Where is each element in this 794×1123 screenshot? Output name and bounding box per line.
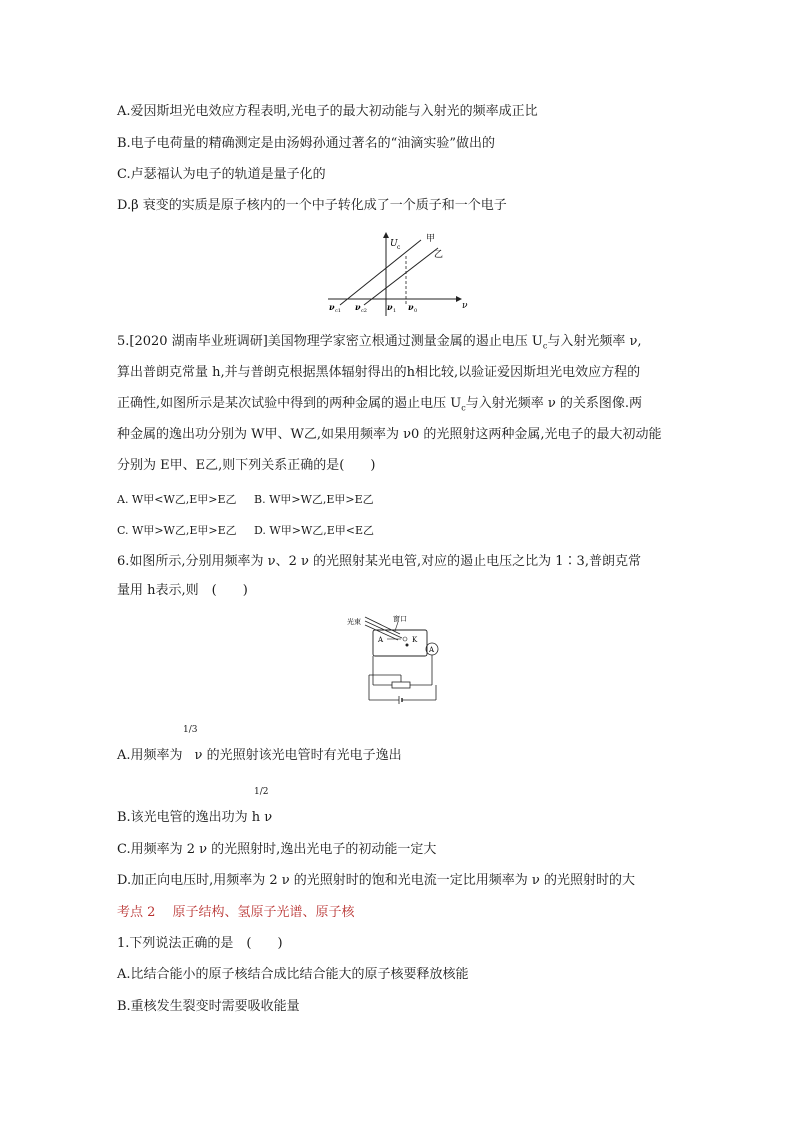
q5-option-a: A. W甲<W乙,E甲>E乙 bbox=[117, 493, 237, 506]
label-yi: 乙 bbox=[434, 250, 444, 260]
q6-option-b-fraction: 1/2 bbox=[254, 787, 269, 797]
q6-option-b: B.该光电管的逸出功为 h ν bbox=[117, 810, 273, 825]
label-window: 窗口 bbox=[393, 615, 407, 623]
y-axis-sub: c bbox=[397, 244, 401, 251]
q4-option-b: B.电子电荷量的精确测定是由汤姆孙通过著名的“油滴实验”做出的 bbox=[117, 136, 495, 151]
q6-line-2: 量用 h表示,则 ( ) bbox=[117, 583, 248, 598]
q5-line-5: 分别为 E甲、E乙,则下列关系正确的是( ) bbox=[117, 458, 376, 473]
q4-option-c: C.卢瑟福认为电子的轨道是量子化的 bbox=[117, 167, 326, 182]
q5-option-c: C. W甲>W乙,E甲>E乙 bbox=[117, 524, 237, 537]
label-ammeter: A bbox=[429, 646, 435, 654]
q5-line-4: 种金属的逸出功分别为 W甲、W乙,如果用频率为 ν0 的光照射这两种金属,光电子的最大初动能 bbox=[117, 427, 662, 442]
section-heading: 考点 2 原子结构、氢原子光谱、原子核 bbox=[117, 905, 355, 920]
s2-option-a: A.比结合能小的原子核结合成比结合能大的原子核要释放核能 bbox=[117, 967, 469, 982]
s2-question-1: 1.下列说法正确的是 ( ) bbox=[117, 936, 283, 951]
q5-option-d: D. W甲>W乙,E甲<E乙 bbox=[254, 524, 375, 537]
q4-option-a: A.爱因斯坦光电效应方程表明,光电子的最大初动能与入射光的频率成正比 bbox=[117, 104, 538, 119]
q5-line-3: 正确性,如图所示是某次试验中得到的两种金属的遏止电压 $U_c$与入射光频率 ν 的关系图像.两 bbox=[117, 396, 643, 413]
q5-option-b: B. W甲>W乙,E甲>E乙 bbox=[254, 493, 374, 506]
label-cathode: K bbox=[412, 636, 418, 644]
q6-option-a: A.用频率为 ν 的光照射该光电管时有光电子逸出 bbox=[117, 748, 402, 763]
tick-nu-c1: ν bbox=[329, 302, 335, 312]
q5-line-1: 5.[2020 湖南毕业班调研]美国物理学家密立根通过测量金属的遏止电压 $U_c$与入射光频率 ν, bbox=[117, 334, 642, 351]
q4-option-d: D.β 衰变的实质是原子核内的一个中子转化成了一个质子和一个电子 bbox=[117, 198, 507, 213]
tick-nu-1-sub: 1 bbox=[393, 308, 397, 314]
q6-option-a-fraction: 1/3 bbox=[183, 725, 198, 735]
light-beam-2 bbox=[365, 621, 402, 638]
q6-option-d: D.加正向电压时,用频率为 2 ν 的光照射时的饱和光电流一定比用频率为 ν 的光照射时的大 bbox=[117, 873, 635, 888]
tick-nu-0-sub: 0 bbox=[414, 308, 418, 314]
tick-nu-c2-sub: c2 bbox=[361, 308, 367, 314]
q6-option-c: C.用频率为 2 ν 的光照射时,逸出光电子的初动能一定大 bbox=[117, 842, 437, 857]
q6-line-1: 6.如图所示,分别用频率为 ν、2 ν 的光照射某光电管,对应的遏止电压之比为 1∶3,普朗克常 bbox=[117, 554, 641, 569]
label-beam: 光束 bbox=[347, 618, 361, 626]
line-jia bbox=[340, 240, 421, 305]
tick-nu-0: ν bbox=[408, 302, 414, 312]
tick-nu-c2: ν bbox=[355, 302, 361, 312]
label-jia: 甲 bbox=[426, 234, 436, 244]
tick-nu-c1-sub: c1 bbox=[335, 308, 341, 314]
rheostat bbox=[392, 682, 410, 688]
q5-line-2: 算出普朗克常量 h,并与普朗克根据黑体辐射得出的h相比较,以验证爱因斯坦光电效应方程的 bbox=[117, 365, 641, 380]
photoelectric-circuit-diagram bbox=[345, 612, 445, 707]
s2-option-b: B.重核发生裂变时需要吸收能量 bbox=[117, 999, 300, 1014]
y-axis-label: U bbox=[390, 239, 398, 249]
stopping-voltage-graph bbox=[320, 228, 470, 320]
label-anode: A bbox=[378, 636, 384, 644]
tick-nu-1: ν bbox=[387, 302, 393, 312]
x-axis-label: ν bbox=[462, 301, 468, 311]
